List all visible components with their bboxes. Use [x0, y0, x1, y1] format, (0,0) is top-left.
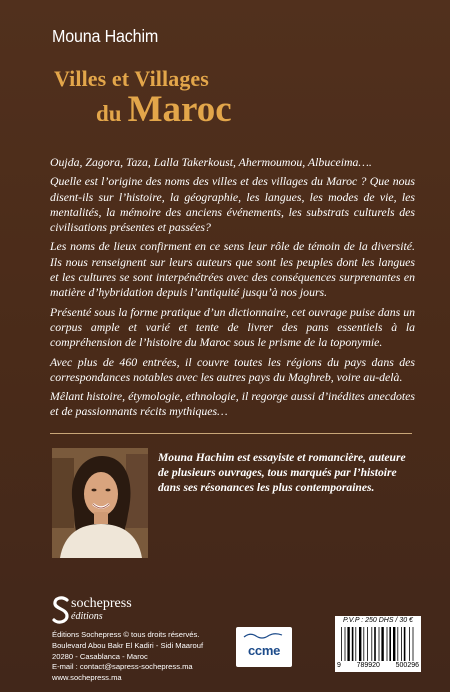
author-name-top: Mouna Hachim — [52, 26, 159, 46]
publisher-line: E-mail : contact@sapress-sochepress.ma — [52, 662, 193, 672]
body-paragraph: Les noms de lieux confirment en ce sens leur rôle de témoin de la diversité. Ils nous renseignent sur leurs auteurs que sont les peuples dont les langues et les cultures se sont interpénétrées avec des conséquences surprenantes en matière d’hybridation depuis l’antiquité jusqu’à nos jours. — [50, 239, 415, 300]
publisher-line: Éditions Sochepress © tous droits réservés. — [52, 630, 200, 639]
title-du: du — [96, 101, 122, 126]
sochepress-sub: éditions — [71, 611, 103, 622]
back-cover-text — [50, 155, 415, 424]
title-line1: Villes et Villages — [54, 66, 209, 91]
body-paragraph: Quelle est l’origine des noms des villes et des villages du Maroc ? Que nous disent-ils sur l’histoire, la géographie, les langues, les modes de vie, les mentalités, la mémoire des anciens événements, les substrats culturels des civilisations présentes et passées? — [50, 174, 415, 235]
body-paragraph: Mêlant histoire, étymologie, ethnologie, il regorge aussi d’inédites anecdotes et de passionnants récits mythiques… — [50, 389, 415, 419]
publisher-line: www.sochepress.ma — [52, 673, 122, 683]
barcode-icon — [339, 627, 417, 661]
price-label: P.V.P : 250 DHS / 30 € — [343, 617, 413, 624]
body-paragraph: Avec plus de 460 entrées, il couvre toutes les régions du pays dans des correspondances notables avec les autres pays du Maghreb, voire au-delà. — [50, 354, 415, 384]
isbn-group: 9 — [337, 662, 341, 669]
ccme-text: ccme — [247, 643, 281, 658]
sochepress-logo — [52, 596, 152, 626]
title-maroc: Maroc — [127, 89, 232, 130]
ccme-logo — [236, 627, 292, 667]
sochepress-name: sochepress — [71, 596, 132, 611]
publisher-info — [52, 630, 232, 684]
section-divider — [50, 433, 412, 434]
barcode-box — [335, 616, 421, 672]
isbn-digits — [337, 662, 419, 669]
body-paragraph: Oujda, Zagora, Taza, Lalla Takerkoust, Ahermoumou, Albuceima…. — [50, 155, 372, 169]
ccme-arabic-mark — [242, 631, 286, 639]
sochepress-s-icon — [52, 596, 70, 624]
publisher-line: 20280 - Casablanca - Maroc — [52, 651, 148, 661]
isbn-group: 789920 — [356, 662, 380, 669]
isbn-group: 500296 — [395, 662, 419, 669]
author-photo — [52, 448, 148, 558]
publisher-line: Boulevard Abou Bakr El Kadiri - Sidi Maarouf — [52, 640, 204, 650]
body-paragraph: Présenté sous la forme pratique d’un dictionnaire, cet ouvrage puise dans un corpus ample et varié et tente de livrer des pans essentiels à la compréhension de l’histoire du Maroc sous le prisme de la toponymie. — [50, 304, 415, 350]
title-line2 — [96, 88, 232, 131]
author-bio: Mouna Hachim est essayiste et romancière, auteure de plusieurs ouvrages, tous marqués par l’histoire dans ses résonances les plus contemporaines. — [158, 451, 406, 494]
